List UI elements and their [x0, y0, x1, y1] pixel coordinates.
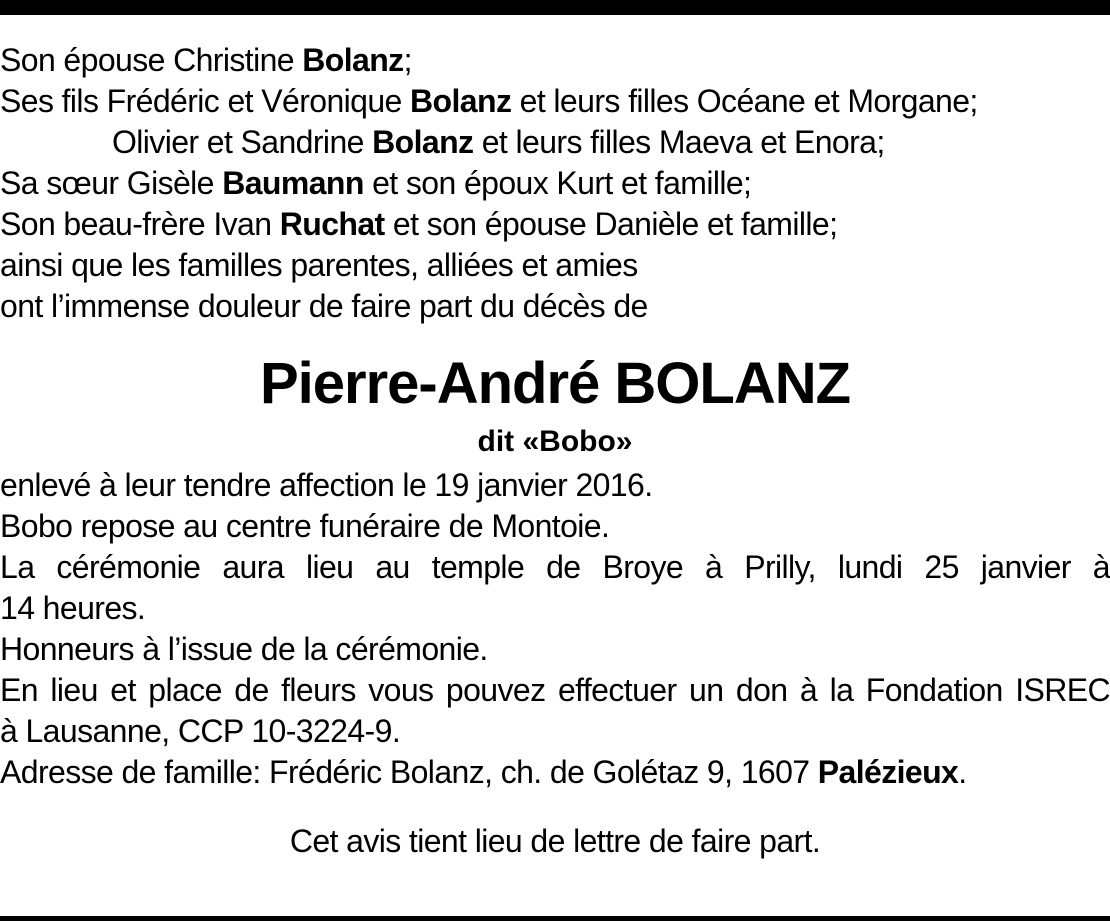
obituary-notice — [0, 40, 1110, 862]
family-line-5: Son beau-frère Ivan Ruchat et son épouse Danièle et famille; — [0, 206, 838, 242]
bottom-rule — [0, 916, 1110, 921]
detail-line-1: enlevé à leur tendre affection le 19 janvier 2016. — [0, 467, 653, 503]
family-line-2: Ses fils Frédéric et Véronique Bolanz et leurs filles Océane et Morgane; — [0, 83, 978, 119]
deceased-nickname: dit «Bobo» — [477, 425, 633, 458]
top-rule — [0, 0, 1110, 15]
detail-line-6: Adresse de famille: Frédéric Bolanz, ch. de Golétaz 9, 1607 Palézieux. — [0, 754, 967, 790]
family-line-1: Son épouse Christine Bolanz; — [0, 42, 412, 78]
detail-line-5a: En lieu et place de fleurs vous pouvez effectuer un don à la Fondation ISREC — [0, 672, 1110, 708]
family-line-4: Sa sœur Gisèle Baumann et son époux Kurt et famille; — [0, 165, 752, 201]
detail-line-3b: 14 heures. — [0, 590, 146, 626]
closing-note: Cet avis tient lieu de lettre de faire part. — [289, 823, 821, 859]
family-line-3: Olivier et Sandrine Bolanz et leurs filles Maeva et Enora; — [112, 124, 885, 160]
family-line-7: ont l’immense douleur de faire part du décès de — [0, 288, 648, 324]
detail-line-2: Bobo repose au centre funéraire de Montoie. — [0, 508, 610, 544]
deceased-name: Pierre-André BOLANZ — [259, 351, 851, 416]
detail-line-5b: à Lausanne, CCP 10-3224-9. — [0, 713, 401, 749]
family-line-6: ainsi que les familles parentes, alliées et amies — [0, 247, 638, 283]
detail-line-3a: La cérémonie aura lieu au temple de Broye à Prilly, lundi 25 janvier à — [0, 549, 1110, 585]
detail-line-4: Honneurs à l’issue de la cérémonie. — [0, 631, 488, 667]
